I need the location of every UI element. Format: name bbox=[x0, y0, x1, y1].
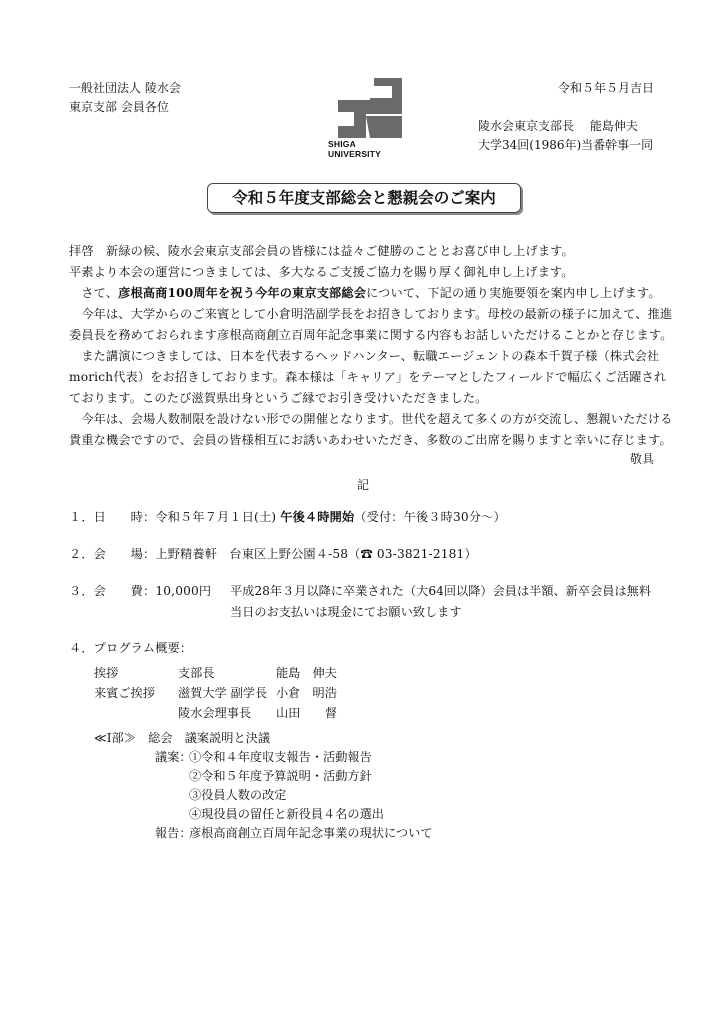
report-label: 報告： bbox=[155, 826, 192, 840]
sender-name: 陵水会東京支部長 能島伸夫 bbox=[478, 119, 638, 133]
page-title: 令和５年度支部総会と懇親会のご案内 bbox=[207, 183, 521, 213]
report-item: 彦根高商創立百周年記念事業の現状について bbox=[189, 826, 433, 840]
greeting-position: 陵水会理事長 bbox=[178, 706, 252, 720]
ki-marker: 記 bbox=[357, 478, 370, 492]
greeting-position: 支部長 bbox=[178, 666, 215, 680]
fee-note-1: 平成28年３月以降に卒業された（大64回以降）会員は半額、新卒会員は無料 bbox=[230, 584, 652, 598]
start-time: 午後４時開始 bbox=[280, 510, 355, 524]
body-line-8: ております。このたび滋賀県出身というご縁でお引き受けいただきました。 bbox=[69, 391, 488, 405]
highlight-text: 彦根高商100周年を祝う今年の東京支部総会 bbox=[118, 286, 367, 300]
body-line-3: さて、彦根高商100周年を祝う今年の東京支部総会について、下記の通り実施要領を案内申し上げます。 bbox=[69, 286, 661, 300]
body-line-4: 今年は、大学からのご来賓として小倉明浩副学長をお招きしております。母校の最新の様子に加えて、推進 bbox=[69, 307, 673, 321]
agenda-item: ④現役員の留任と新役員４名の選出 bbox=[189, 807, 384, 821]
agenda-label: 議案： bbox=[155, 750, 192, 764]
greeting-role: 挨拶 bbox=[94, 666, 119, 680]
body-line-2: 平素より本会の運営につきましては、多大なるご支援ご協力を賜り厚く御礼申し上げます。 bbox=[69, 265, 574, 279]
body-line-5: 委員長を務めておられます彦根高商創立百周年記念事業に関する内容もお話しいただけることかと存じます。 bbox=[69, 328, 673, 342]
organization-name: 一般社団法人 陵水会 bbox=[69, 81, 181, 95]
agenda-item: ①令和４年度収支報告・活動報告 bbox=[189, 750, 372, 764]
recipients: 東京支部 会員各位 bbox=[69, 100, 169, 114]
item-fee: ３．会 費：10,000円 bbox=[69, 584, 212, 598]
part1-heading: ≪Ⅰ部≫ 総会 議案説明と決議 bbox=[94, 731, 271, 745]
greeting-name: 能島 伸夫 bbox=[276, 666, 337, 680]
body-line-9: 今年は、会場人数制限を設けない形での開催となります。世代を超えて多くの方が交流し、懇親いただける bbox=[69, 412, 673, 426]
body-line-6: また講演につきましては、日本を代表するヘッドハンター、転職エージェントの森本千賀子様（株式会社 bbox=[69, 349, 660, 363]
body-line-7: morich代表）をお招きしております。森本様は「キャリア」をテーマとしたフィールドで幅広くご活躍され bbox=[69, 370, 667, 384]
sender-group: 大学34回(1986年)当番幹事一同 bbox=[478, 138, 654, 152]
fee-note-2: 当日のお支払いは現金にてお願い致します bbox=[230, 605, 462, 619]
item-venue: ２．会 場：上野精養軒 台東区上野公園４-58（☎ 03-3821-2181） bbox=[69, 547, 477, 561]
item-program: ４．プログラム概要： bbox=[69, 641, 193, 655]
logo-text: SHIGA UNIVERSITY bbox=[328, 139, 382, 159]
agenda-item: ③役員人数の改定 bbox=[189, 788, 287, 802]
greeting-position: 滋賀大学 副学長 bbox=[178, 686, 268, 700]
shiga-university-logo bbox=[328, 78, 410, 159]
closing-word: 敬具 bbox=[629, 452, 654, 466]
greeting-name: 山田 督 bbox=[276, 706, 337, 720]
body-line-1: 拝啓 新緑の候、陵水会東京支部会員の皆様には益々ご健勝のこととお喜び申し上げます。 bbox=[69, 244, 574, 258]
item-date: １．日 時：令和５年７月１日(土) 午後４時開始（受付：午後３時30分～） bbox=[69, 510, 506, 524]
logo-mark-icon bbox=[330, 78, 410, 140]
body-line-10: 貴重な機会ですので、会員の皆様相互にお誘いあわせいただき、多数のご出席を賜りますと幸いに存じます。 bbox=[69, 433, 672, 447]
document-date: 令和５年５月吉日 bbox=[557, 81, 654, 95]
agenda-item: ②令和５年度予算説明・活動方針 bbox=[189, 769, 372, 783]
greeting-name: 小倉 明浩 bbox=[276, 686, 337, 700]
greeting-role: 来賓ご挨拶 bbox=[94, 686, 155, 700]
